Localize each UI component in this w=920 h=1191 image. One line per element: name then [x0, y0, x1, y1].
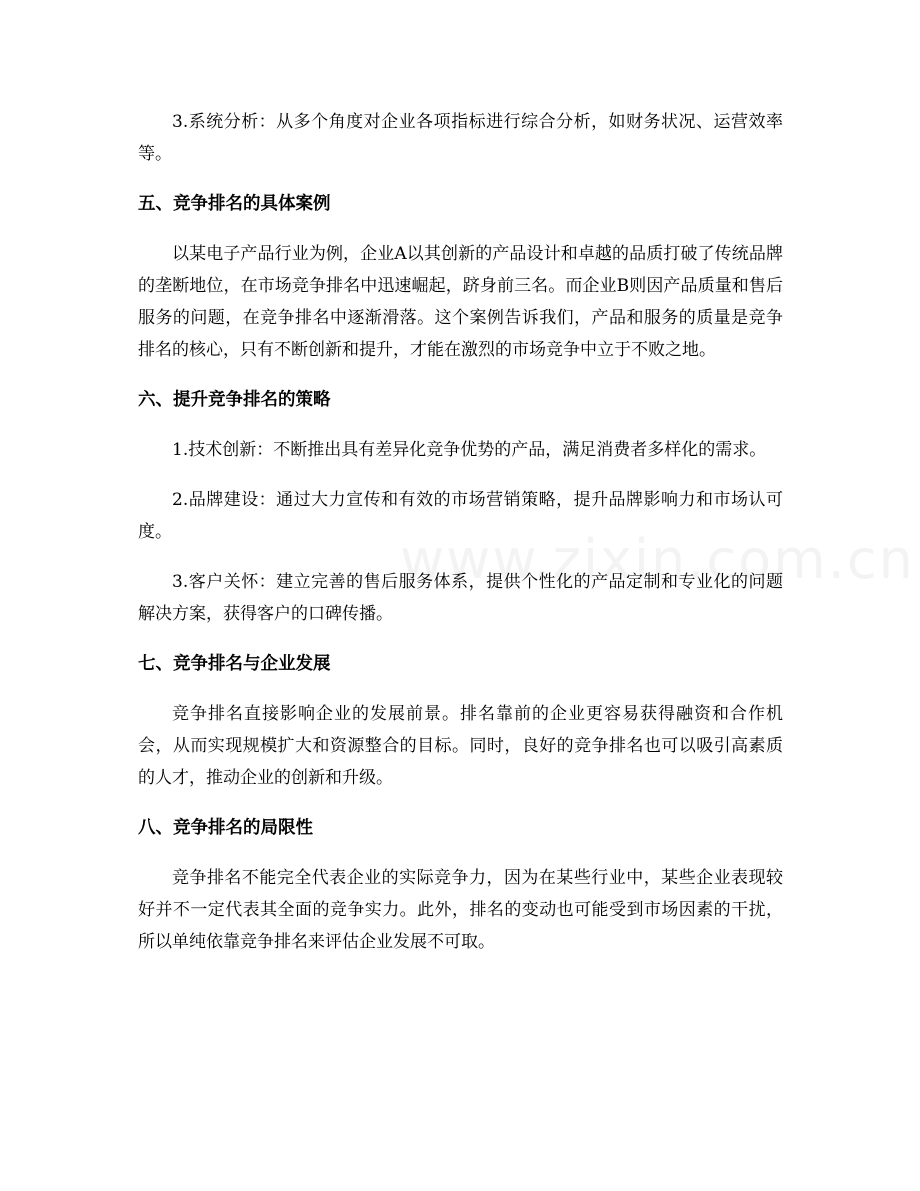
- paragraph-brand-building: 2.品牌建设：通过大力宣传和有效的市场营销策略，提升品牌影响力和市场认可度。: [138, 490, 783, 542]
- heading-section-7: 七、竞争排名与企业发展: [138, 654, 331, 674]
- paragraph-tech-innovation: 1.技术创新：不断推出具有差异化竞争优势的产品，满足消费者多样化的需求。: [172, 440, 767, 460]
- paragraph-customer-care: 3.客户关怀：建立完善的售后服务体系，提供个性化的产品定制和专业化的问题解决方案，获得客户的口碑传播。: [138, 572, 783, 624]
- document-body: [138, 106, 783, 958]
- paragraph-system-analysis: 3.系统分析：从多个角度对企业各项指标进行综合分析，如财务状况、运营效率等。: [138, 112, 783, 164]
- paragraph-limitations: 竞争排名不能完全代表企业的实际竞争力，因为在某些行业中，某些企业表现较好并不一定代表其全面的竞争实力。此外，排名的变动也可能受到市场因素的干扰，所以单纯依靠竞争排名来评估企业发展不可取。: [138, 868, 783, 952]
- paragraph-case-study: 以某电子产品行业为例，企业A以其创新的产品设计和卓越的品质打破了传统品牌的垄断地位，在市场竞争排名中迅速崛起，跻身前三名。而企业B则因产品质量和售后服务的问题，在竞争排名中逐渐滑落。这个案例告诉我们，产品和服务的质量是竞争排名的核心，只有不断创新和提升，才能在激烈的市场竞争中立于不败之地。: [138, 244, 783, 360]
- heading-section-5: 五、竞争排名的具体案例: [138, 194, 331, 214]
- paragraph-ranking-development: 竞争排名直接影响企业的发展前景。排名靠前的企业更容易获得融资和合作机会，从而实现规模扩大和资源整合的目标。同时，良好的竞争排名也可以吸引高素质的人才，推动企业的创新和升级。: [138, 704, 783, 788]
- heading-section-6: 六、提升竞争排名的策略: [138, 390, 331, 410]
- heading-section-8: 八、竞争排名的局限性: [138, 818, 313, 838]
